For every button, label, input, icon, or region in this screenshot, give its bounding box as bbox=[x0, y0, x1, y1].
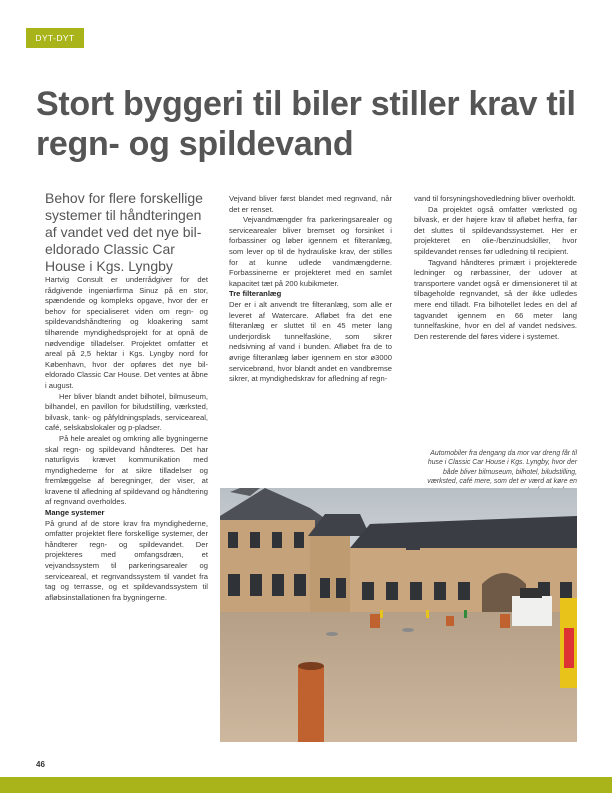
photo-caption: Automobiler fra dengang da mor var dreng får til huse i Classic Car House i Kgs. Lyngby, hvor der både bliver bilmuseum, bilhotel, biludstilling, værksted, café mere, som det er værd at køre en bbox=[427, 450, 577, 485]
column-3 bbox=[414, 194, 577, 342]
column-1 bbox=[45, 190, 208, 603]
headline: Stort byggeri til biler stiller krav til regn- og spildevand bbox=[36, 85, 576, 163]
body-paragraph: Vejvandmængder fra parkeringsarealer og servicearealer bliver bremset og forsinket i forbassiner og løber igennem et filteranlæg, som lever op til de hydrauliske krav, der stilles for at kunne udlede vandmængderne. Forbassinerne er projekteret med en samlet kapacitet tæt på 200 kubikmeter. bbox=[229, 215, 392, 288]
body-paragraph: Tagvand håndteres primært i projekterede ledninger og rørbassiner, der udover at transportere vandet også er dimensioneret til at tilbageholde regnvandet, så der ikke udledes mere end tilladt. Fra bilhotellet ledes en del af tagvandet igennem en 66 meter lang tunnelfaskine, hvor en del af vandet nedsives. Den resterende del føres videre i systemet. bbox=[414, 257, 577, 341]
body-paragraph: Hartvig Consult er underrådgiver for det rådgivende ingeniørfirma Sinuz på en stor, spændende og kompleks opgave, hvor der er behov for specialiseret viden om regn- og spildevandshåndtering og kloakering samt tilhørende myndighedsprojekt for at opnå de nødvendige tilladelser. Projektet omfatter et areal på 2,5 hektar i Kgs. Lyngby nord for København, hvor der opføres det nye bil-eldorado Classic Car House. Det ventes at åbne i august. bbox=[45, 275, 208, 390]
body-paragraph: Vejvand bliver først blandet med regnvand, når det er renset. bbox=[229, 194, 392, 214]
body-paragraph: vand til forsyningshovedledning bliver overholdt. bbox=[414, 194, 576, 203]
body-paragraph: Da projektet også omfatter værksted og bilvask, er der højere krav til afløbet herfra, før det sluttes til spildevandssystemet. Her er projekteret en olie-/benzinudskiller, hvor spildevandet renses før udledning til recipient. bbox=[414, 204, 577, 256]
column-2 bbox=[229, 194, 392, 385]
body-paragraph: Her bliver blandt andet bilhotel, bilmuseum, bilhandel, en pavillon for biludstilling, værksted, bilvask, tank- og påfyldningsplads, serviceareal, café, selskabslokaler og p-pladser. bbox=[45, 391, 208, 433]
section-tag: DYT-DYT bbox=[26, 28, 84, 48]
page-number: 46 bbox=[36, 760, 45, 769]
subheading-mange-systemer: Mange systemer bbox=[45, 508, 105, 518]
subheading-tre-filteranlaeg: Tre filteranlæg bbox=[229, 289, 282, 299]
lead-paragraph: Behov for flere forskellige systemer til håndteringen af vandet ved det nye bil-eldorado Classic Car House i Kgs. Lyngby bbox=[45, 190, 203, 274]
footer-accent-bar bbox=[0, 777, 612, 793]
body-paragraph: På grund af de store krav fra myndighederne, omfatter projektet flere forskellige systemer, der håndterer regn- og spildevandet. Der projekteres med omfangsdræn, et vejvandssystem til parkeringsarealer og serviceareal, et regnvandssystem til vandet fra tag og terrasse, og et spildevandssystem til afløbsinstallationen fra bygningerne. bbox=[45, 518, 208, 602]
body-paragraph: Der er i alt anvendt tre filteranlæg, som alle er leveret af Watercare. Afløbet fra det ene filteranlæg er sluttet til en 45 meter lang underjordisk tunnelfaskine, som sikrer nedsivning af vand i bunden. Afløbet fra de to øvrige filteranlæg løber igennem en stor ø3000 servicebrønd, hvor blandt andet en vandbremse sikrer, at myndighedskrav for afledning af regn- bbox=[229, 299, 392, 384]
body-paragraph: På hele arealet og omkring alle bygningerne skal regn- og spildevand håndteres. Det har naturligvis krævet kommunikation med myndighederne for at sikre tilladelser og fremlæggelse af beregninger, der viser, at kravene til afledning af spildevand og håndtering af regnvand overholdes. bbox=[45, 433, 208, 507]
construction-site-photo bbox=[220, 488, 577, 742]
